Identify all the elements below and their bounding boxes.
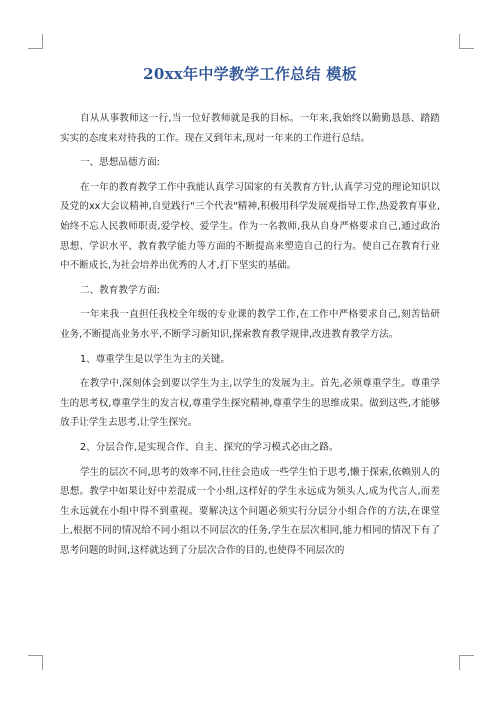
margin-mark-bottom-right: [459, 655, 474, 670]
paragraph-moral-character: 在一年的教育教学工作中我能认真学习国家的有关教育方针,认真学习党的理论知识以及党的xx大会议精神,自觉践行"三个代表"精神,积极用科学发展观指导工作,热爱教育事业,始终不忘人民教师职责,爱学校、爱学生。作为一名教师,我从自身严格要求自己,通过政治思想、学识水平、教育教学能力等方面的不断提高来塑造自己的行为。使自己在教育行业中不断成长,为社会培养出优秀的人才,打下坚实的基础。: [60, 181, 440, 272]
heading-moral-character: 一、思想品德方面:: [80, 157, 160, 169]
document-title: 20xx年中学教学工作总结 模板: [143, 65, 357, 83]
paragraph-teaching: 一年来我一直担任我校全年级的专业课的教学工作,在工作中严格要求自己,刻苦钻研业务,不断提高业务水平,不断学习新知识,探索教育教学规律,改进教育教学方法。: [60, 309, 440, 340]
paragraph-layered-cooperation: 学生的层次不同,思考的效率不同,往往会造成一些学生怕于思考,懒于探索,依赖别人的思想。教学中如果让好中差混成一个小组,这样好的学生永远成为领头人,成为代言人,而差生永远就在小组中得不到重视。要解决这个问题必须实行分层分小组合作的方法,在课堂上,根据不同的情况给不同小组以不同层次的任务,学生在层次相同,能力相同的情况下有了思考问题的时间,这样就达到了分层次合作的目的,也使得不同层次的: [60, 466, 440, 556]
paragraph-respect-students: 在教学中,深刻体会到要以学生为主,以学生的发展为主。首先,必须尊重学生。尊重学生的思考权,尊重学生的发言权,尊重学生探究精神,尊重学生的思维成果。做到这些,才能够放手让学生去思考,让学生探究。: [60, 378, 440, 429]
heading-teaching: 二、教育教学方面:: [80, 284, 160, 296]
margin-mark-top-right: [459, 34, 474, 49]
margin-mark-top-left: [28, 34, 43, 49]
document-body: [60, 109, 440, 565]
margin-mark-bottom-left: [28, 655, 43, 670]
subheading-respect-students: 1、尊重学生是以学生为主的关键。: [80, 353, 231, 365]
subheading-layered-cooperation: 2、分层合作,是实现合作、自主、探究的学习模式必由之路。: [80, 441, 339, 453]
paragraph-intro: 自从从事教师这一行,当一位好教师就是我的目标。一年来,我始终以勤勤恳恳、踏踏实实的态度来对待我的工作。现在又到年末,现对一年来的工作进行总结。: [60, 113, 440, 144]
